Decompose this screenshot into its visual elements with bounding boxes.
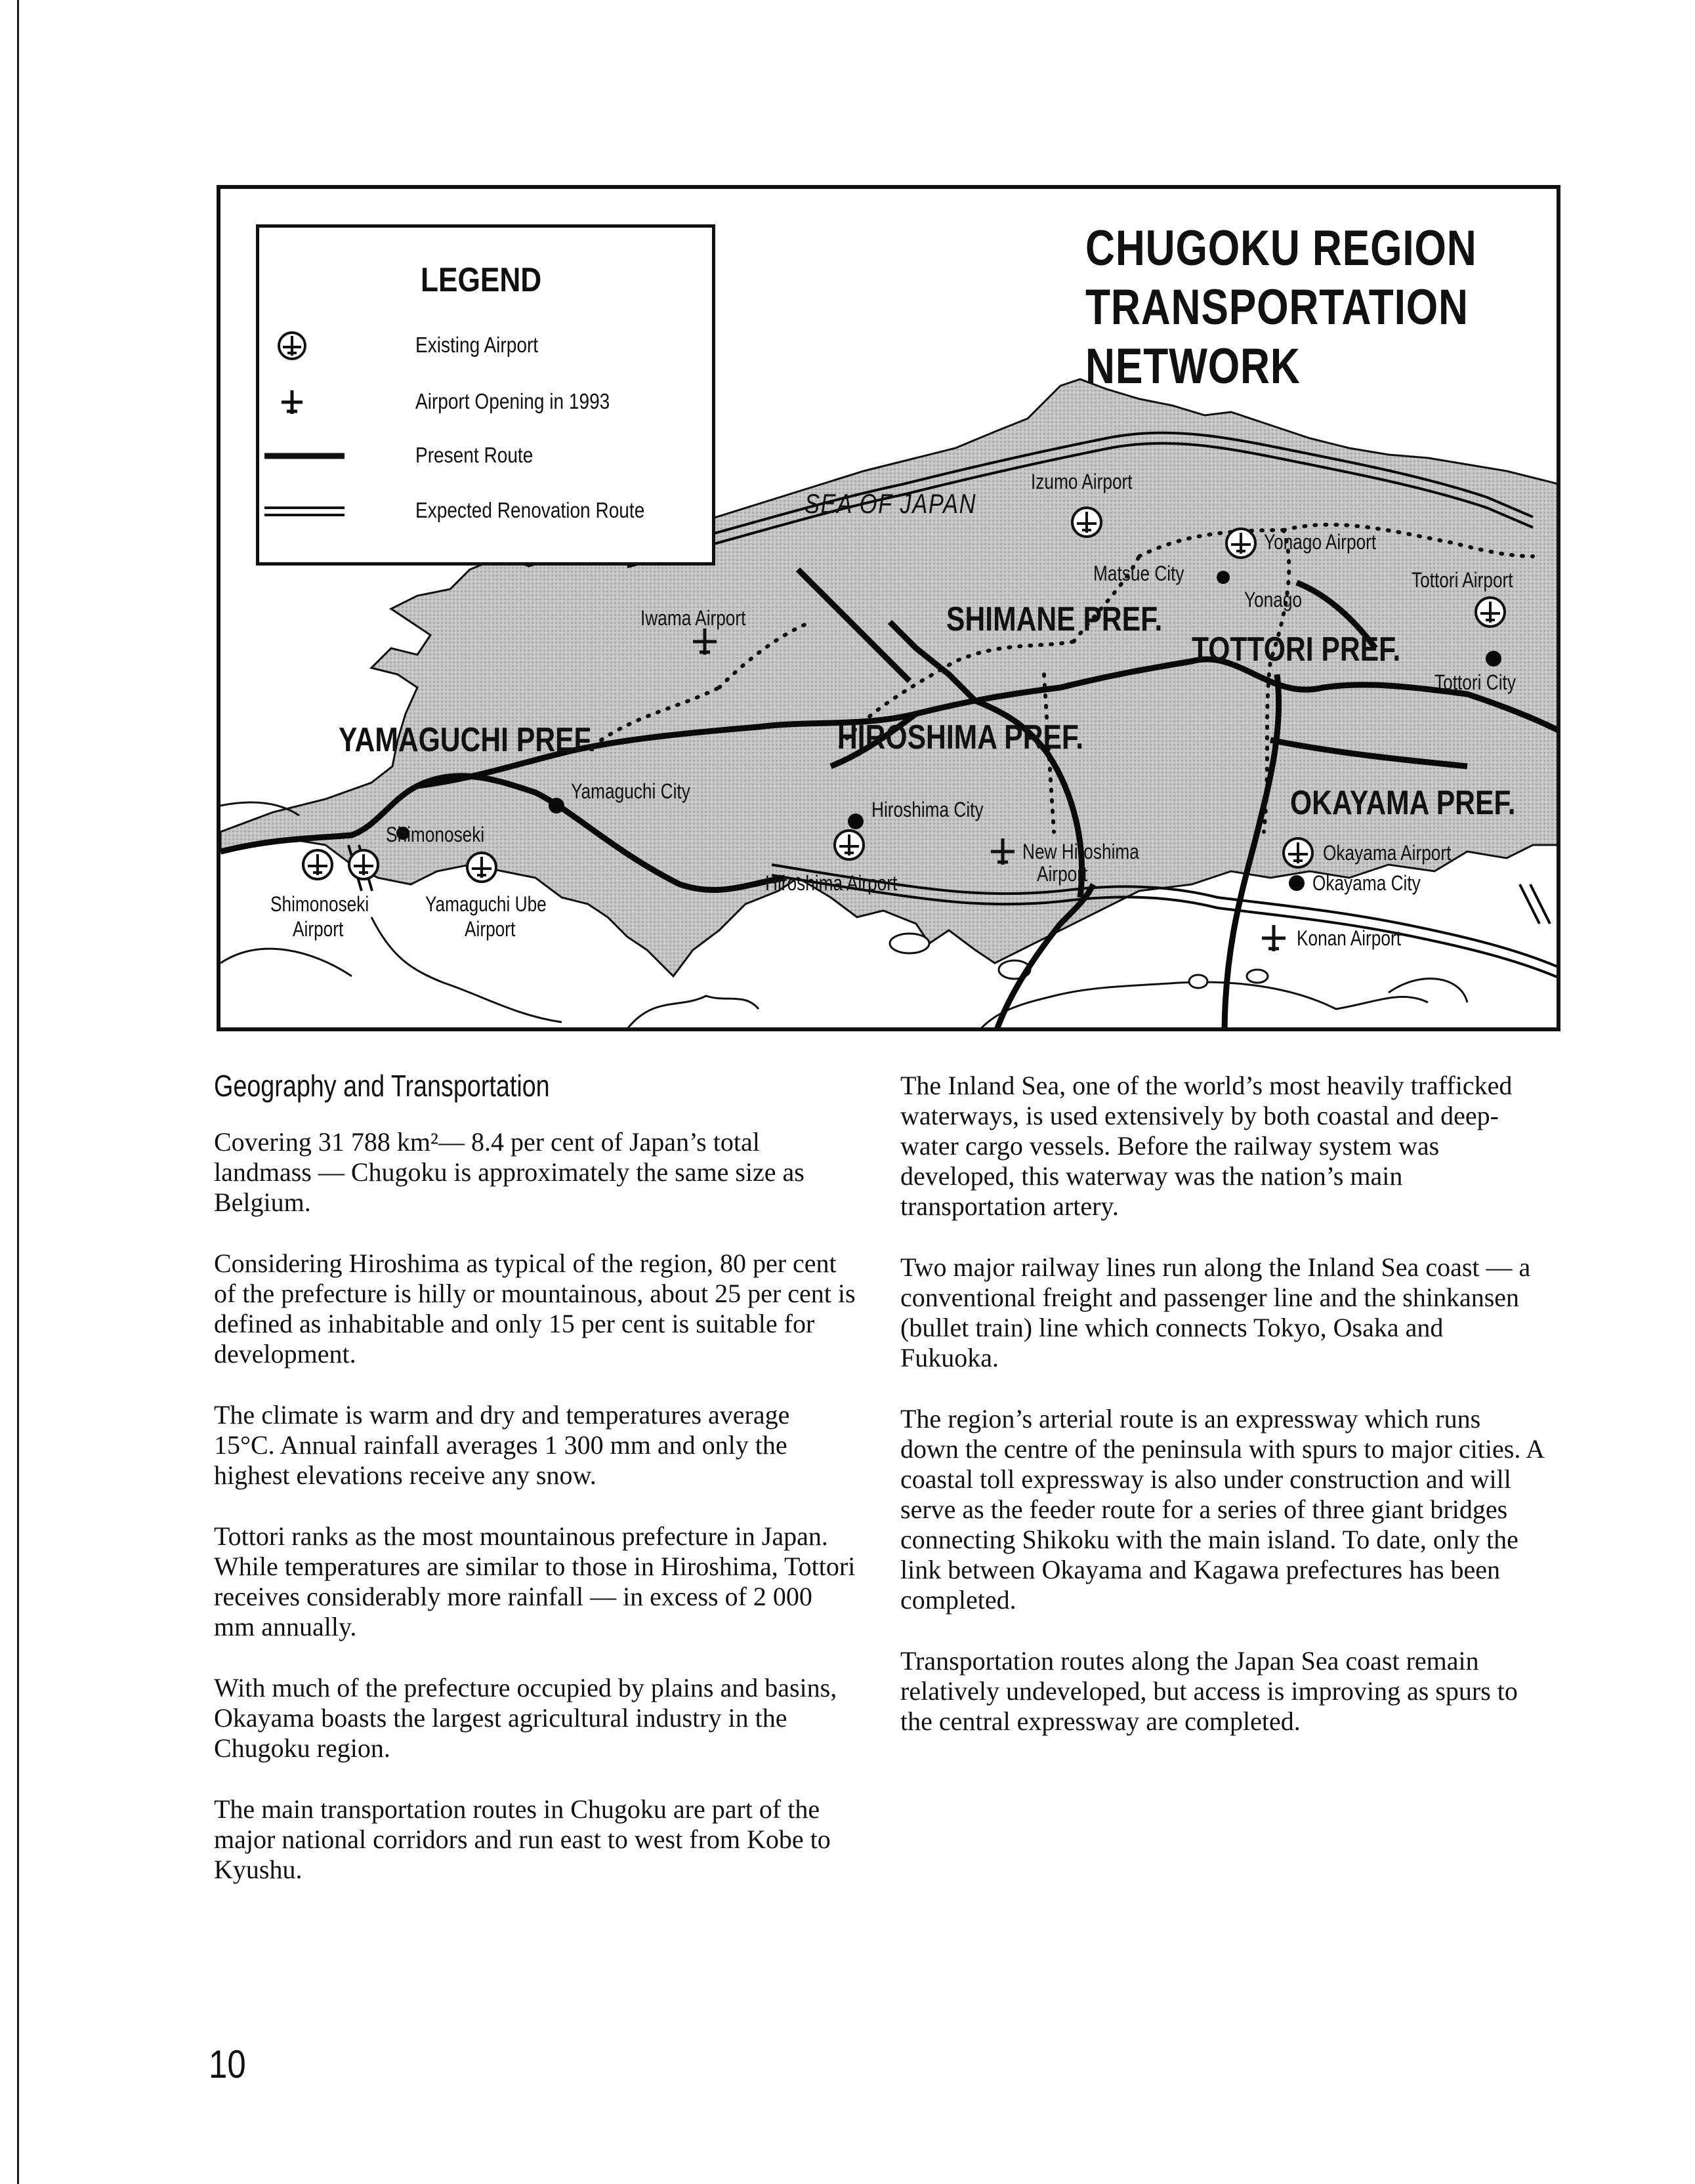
shimonoseki-airport-icon (303, 850, 332, 879)
right-paragraph-2: Two major railway lines run along the Inland Sea coast — a conventional freight and passenger line and the shinkansen (bullet train) line which connects Tokyo, Osaka and Fukuoka. (900, 1252, 1531, 1372)
label-yamaguchi-ube-airport-line-2: Airport (465, 917, 516, 941)
label-okayama-city: Okayama City (1312, 871, 1421, 895)
section-heading: Geography and Transportation (214, 1069, 550, 1103)
airport-1993-icon (259, 382, 331, 422)
label-new-hiroshima-line-2: Airport (1037, 862, 1088, 886)
right-paragraph-1: The Inland Sea, one of the world’s most heavily trafficked waterways, is used extensively by both coastal and deep-water cargo vessels. Before the railway system was developed, this waterway was the nation’s main transportation artery. (900, 1071, 1513, 1221)
legend-row-present-route (259, 436, 712, 476)
label-hiroshima-pref: HIROSHIMA PREF. (837, 718, 1084, 756)
map-title-line-3: NETWORK (1085, 339, 1301, 394)
legend-label-existing-airport: Existing Airport (415, 333, 539, 357)
transportation-map (217, 185, 1560, 1031)
label-hiroshima-city: Hiroshima City (871, 798, 984, 821)
label-tottori-airport: Tottori Airport (1412, 568, 1513, 592)
left-paragraph-6: The main transportation routes in Chugoku are part of the major national corridors and run east to west from Kobe to Kyushu. (214, 1794, 831, 1884)
yonago-airport-icon (1226, 529, 1255, 558)
label-new-hiroshima-line-1: New Hiroshima (1022, 840, 1139, 863)
hiroshima-airport-icon (835, 831, 864, 859)
label-shimonoseki: Shimonoseki (386, 823, 485, 846)
present-route-line (259, 436, 345, 476)
map-title-line-2: TRANSPORTATION (1085, 279, 1469, 335)
legend-title: LEGEND (421, 261, 542, 299)
right-paragraph-3: The region’s arterial route is an expressway which runs down the centre of the peninsula with spurs to major cities. A coastal toll expressway is also under construction and will serve as the feeder route for a series of three giant bridges connecting Shikoku with the main island. To date, only the link between Okayama and Kagawa prefectures has been completed. (900, 1404, 1543, 1615)
label-hiroshima-airport: Hiroshima Airport (765, 871, 898, 895)
legend-label-present-route: Present Route (415, 443, 534, 467)
label-matsue-city: Matsue City (1093, 562, 1184, 585)
left-paragraph-3: The climate is warm and dry and temperatures average 15°C. Annual rainfall averages 1 300 mm and only the highest elevations receive any snow. (214, 1400, 790, 1490)
left-paragraph-1: Covering 31 788 km²— 8.4 per cent of Japan’s total landmass — Chugoku is approximately the same size as Belgium. (214, 1127, 805, 1217)
legend-label-expected-renovation-route: Expected Renovation Route (415, 498, 645, 522)
tottori-city-dot (1486, 651, 1501, 667)
scan-left-edge (0, 0, 19, 2184)
yamaguchi-ube-airport-icon (467, 853, 496, 882)
konan-airport-icon (1262, 925, 1286, 951)
label-tottori-city: Tottori City (1434, 670, 1516, 694)
expected-renovation-route-line (259, 491, 345, 531)
map-title-line-1: CHUGOKU REGION (1085, 220, 1477, 276)
label-konan-airport: Konan Airport (1297, 926, 1402, 950)
right-paragraph-4: Transportation routes along the Japan Sea coast remain relatively undeveloped, but access is improving as spurs to the central expressway are completed. (900, 1646, 1518, 1736)
label-okayama-pref: OKAYAMA PREF. (1290, 784, 1516, 822)
label-tottori-pref: TOTTORI PREF. (1192, 630, 1401, 669)
label-yamaguchi-pref: YAMAGUCHI PREF. (339, 721, 596, 759)
right-text-column (900, 1071, 1543, 1767)
legend-row-existing-airport (259, 326, 712, 365)
label-yonago-airport: Yonago Airport (1264, 530, 1377, 554)
label-yamaguchi-ube-airport-line-1: Yamaguchi Ube (425, 892, 547, 916)
tottori-airport-icon (1476, 598, 1505, 627)
label-yonago: Yonago (1244, 588, 1303, 611)
legend-row-airport-1993 (259, 382, 712, 422)
okayama-airport-icon (1284, 838, 1312, 867)
left-text-column (214, 1071, 857, 1916)
matsue-city-dot (1217, 571, 1230, 584)
label-shimonoseki-airport-line-1: Shimonoseki (270, 892, 369, 916)
label-iwama-airport: Iwama Airport (640, 606, 746, 630)
label-shimonoseki-airport-line-2: Airport (293, 917, 344, 941)
legend-label-airport-1993: Airport Opening in 1993 (415, 389, 610, 413)
label-yamaguchi-city: Yamaguchi City (571, 779, 690, 803)
label-okayama-airport: Okayama Airport (1323, 841, 1452, 865)
left-paragraph-4: Tottori ranks as the most mountainous prefecture in Japan. While temperatures are similar to those in Hiroshima, Tottori receives considerably more rainfall — in excess of 2 000 mm annually. (214, 1521, 856, 1641)
shimonoseki-airport-icon-2 (349, 850, 378, 879)
okayama-city-dot (1289, 875, 1305, 891)
label-sea-of-japan: SEA OF JAPAN (805, 488, 977, 519)
map-legend (256, 224, 715, 566)
page-number: 10 (209, 2042, 246, 2086)
existing-airport-icon (259, 326, 331, 365)
yamaguchi-city-dot (549, 798, 564, 814)
left-paragraph-5: With much of the prefecture occupied by plains and basins, Okayama boasts the largest agricultural industry in the Chugoku region. (214, 1673, 837, 1763)
label-shimane-pref: SHIMANE PREF. (946, 600, 1163, 638)
hiroshima-city-dot (848, 814, 864, 829)
map-title (1085, 219, 1477, 396)
left-paragraph-2: Considering Hiroshima as typical of the region, 80 per cent of the prefecture is hilly or mountainous, about 25 per cent is defined as inhabitable and only 15 per cent is suitable for development. (214, 1248, 856, 1369)
izumo-airport-icon (1072, 508, 1101, 537)
label-izumo-airport: Izumo Airport (1031, 470, 1133, 493)
legend-row-expected-renovation-route (259, 491, 712, 531)
